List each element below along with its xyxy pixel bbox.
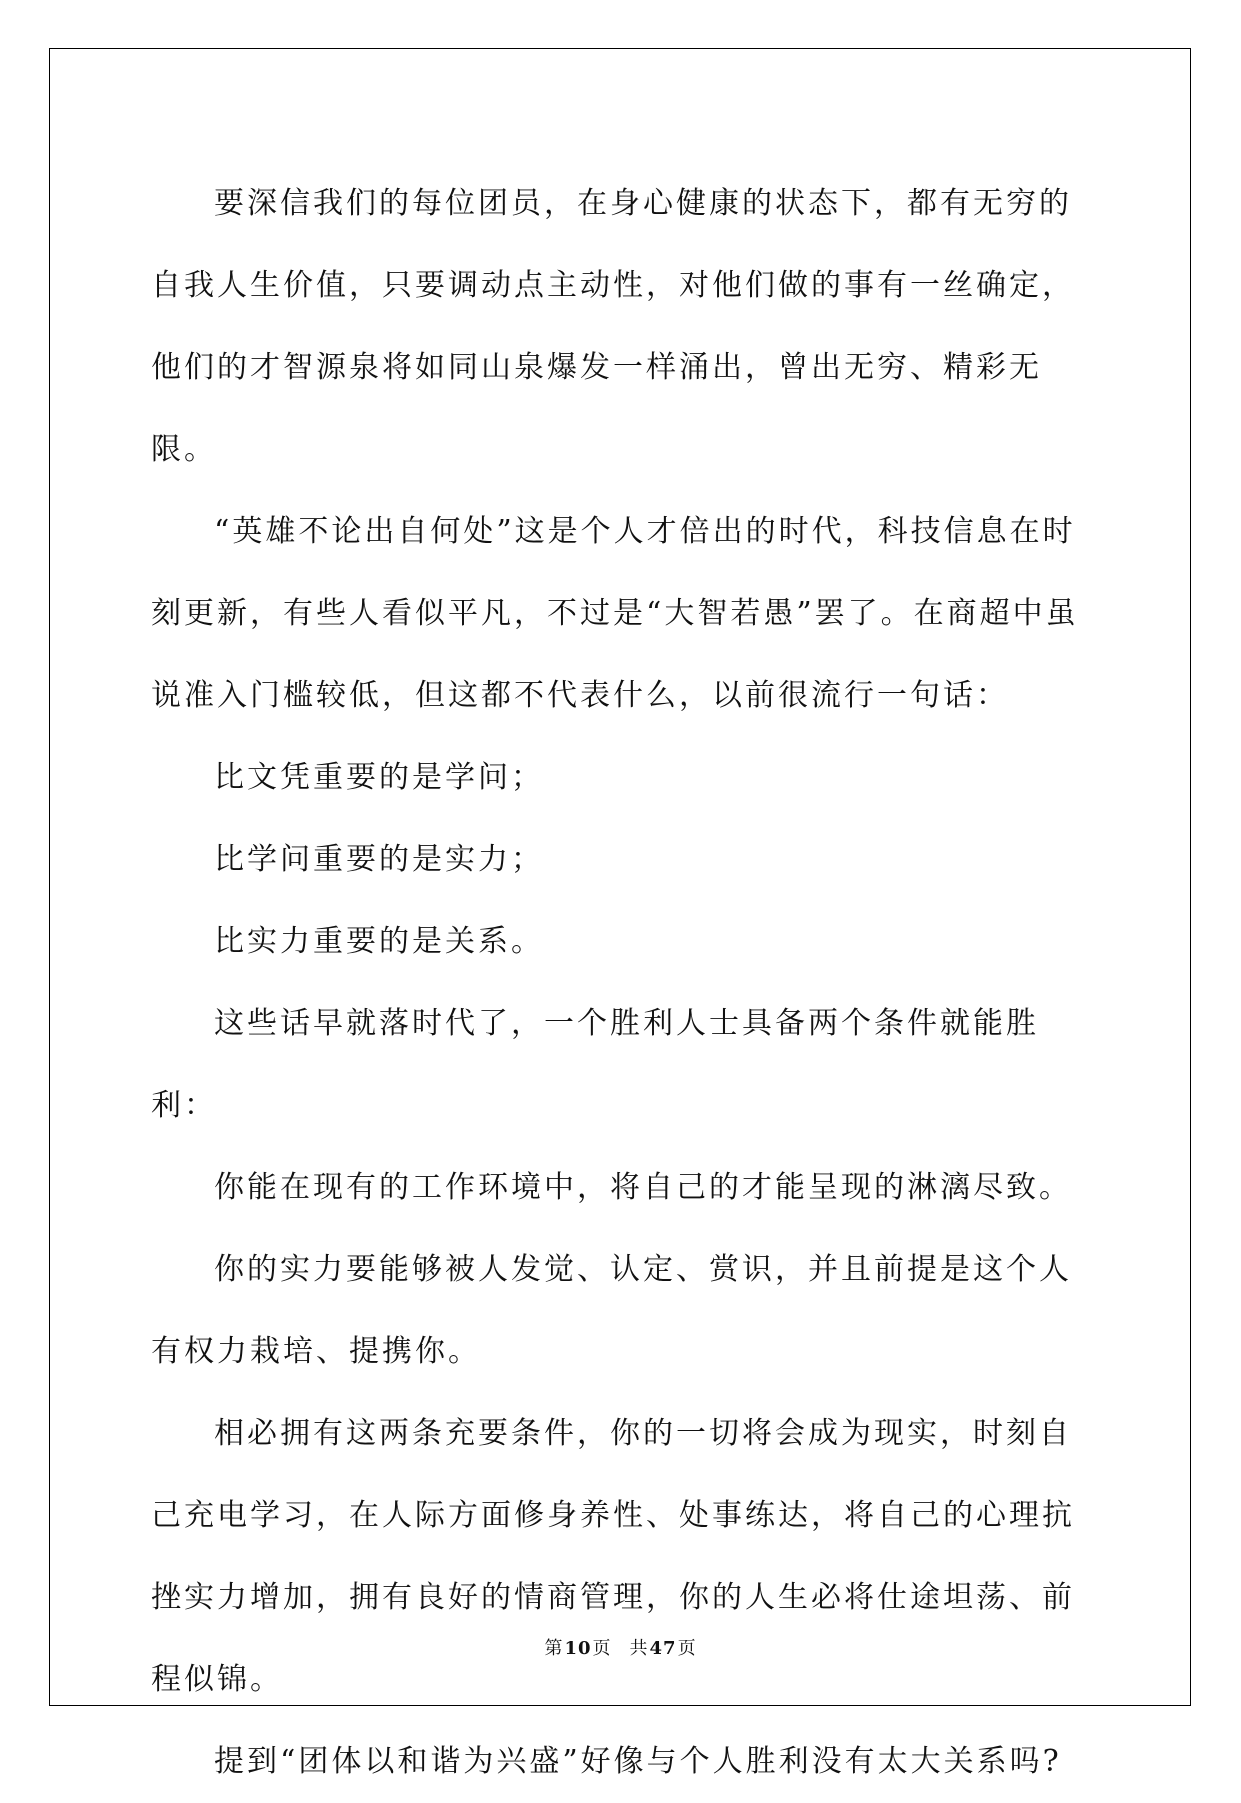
paragraph-2: “英雄不论出自何处”这是个人才倍出的时代，科技信息在时刻更新，有些人看似平凡，不过是“大智若愚”罢了。在商超中虽说准入门槛较低，但这都不代表什么，以前很流行一句话：	[151, 514, 1079, 713]
document-body	[151, 163, 1091, 1803]
paragraph-4: 比学问重要的是实力；	[214, 842, 544, 877]
total-suffix: 页	[677, 1638, 697, 1659]
paragraph-10: 提到“团体以和谐为兴盛”好像与个人胜利没有太大关系吗?	[214, 1744, 1062, 1779]
total-prefix: 共	[629, 1638, 649, 1659]
total-page-number: 47	[649, 1638, 677, 1659]
paragraph-3: 比文凭重要的是学问；	[214, 760, 544, 795]
paragraph-9: 相必拥有这两条充要条件，你的一切将会成为现实，时刻自己充电学习，在人际方面修身养性、处事练达，将自己的心理抗挫实力增加，拥有良好的情商管理，你的人生必将仕途坦荡、前程似锦。	[151, 1416, 1075, 1697]
paragraph-7: 你能在现有的工作环境中，将自己的才能呈现的淋漓尽致。	[214, 1170, 1072, 1205]
page-prefix: 第	[544, 1638, 564, 1659]
paragraph-1: 要深信我们的每位团员，在身心健康的状态下，都有无穷的自我人生价值，只要调动点主动性，对他们做的事有一丝确定，他们的才智源泉将如同山泉爆发一样涌出，曾出无穷、精彩无限。	[151, 186, 1075, 467]
page-footer	[0, 1634, 1241, 1660]
current-page-number: 10	[564, 1638, 592, 1659]
paragraph-8: 你的实力要能够被人发觉、认定、赏识，并且前提是这个人有权力栽培、提携你。	[151, 1252, 1072, 1369]
paragraph-6: 这些话早就落时代了，一个胜利人士具备两个条件就能胜利：	[151, 1006, 1039, 1123]
page-suffix: 页	[592, 1638, 612, 1659]
paragraph-5: 比实力重要的是关系。	[214, 924, 544, 959]
